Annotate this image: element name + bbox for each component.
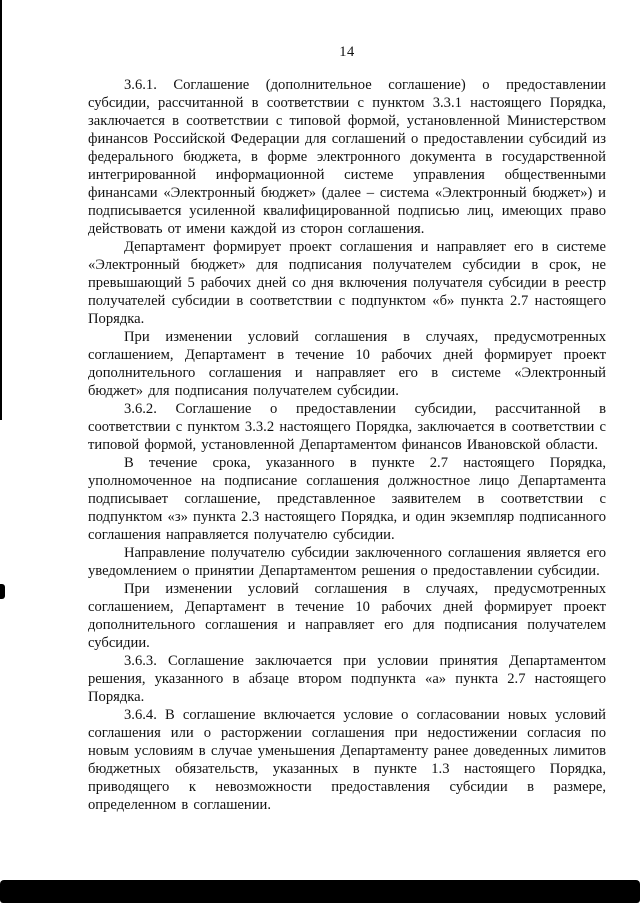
paragraph: Направление получателю субсидии заключенного соглашения является его уведомлением о принятии Департаментом решения о предоставлении субсидии. [88, 545, 606, 579]
document-body [88, 76, 606, 814]
paragraph-3-6-1: 3.6.1. Соглашение (дополнительное соглашение) о предоставлении субсидии, рассчитанной в соответствии с пунктом 3.3.1 настоящего Порядка, заключается в соответствии с типовой формой, установленной Министерством финансов Российской Федерации для соглашений о предоставлении субсидий из федерального бюджета, в форме электронного документа в государственной интегрированной информационной системе управления общественными финансами «Электронный бюджет» (далее – система «Электронный бюджет») и подписывается усиленной квалифицированной подписью лиц, имеющих право действовать от имени каждой из сторон соглашения. [88, 77, 606, 237]
paragraph: В течение срока, указанного в пункте 2.7 настоящего Порядка, уполномоченное на подписание соглашения должностное лицо Департамента подписывает соглашение, представленное заявителем в соответствии с подпунктом «з» пункта 2.3 настоящего Порядка, и один экземпляр подписанного соглашения направляется получателю субсидии. [88, 455, 606, 543]
paragraph: Департамент формирует проект соглашения и направляет его в системе «Электронный бюджет» для подписания получателем субсидии в срок, не превышающий 5 рабочих дней со дня включения получателя субсидии в реестр получателей субсидии в соответствии с подпунктом «б» пункта 2.7 настоящего Порядка. [88, 239, 606, 327]
paragraph-3-6-4: 3.6.4. В соглашение включается условие о согласовании новых условий соглашения или о расторжении соглашения при недостижении согласия по новым условиям в случае уменьшения Департаменту ранее доведенных лимитов бюджетных обязательств, указанных в пункте 1.3 настоящего Порядка, приводящего к невозможности предоставления субсидии в размере, определенном в соглашении. [88, 707, 606, 813]
paragraph-3-6-2: 3.6.2. Соглашение о предоставлении субсидии, рассчитанной в соответствии с пунктом 3.3.2 настоящего Порядка, заключается в соответствии с типовой формой, установленной Департаментом финансов Ивановской области. [88, 401, 606, 453]
scan-artifact-bottom-bar [0, 880, 640, 903]
scan-artifact-left-mark [0, 584, 5, 599]
page-number: 14 [339, 44, 355, 60]
paragraph: При изменении условий соглашения в случаях, предусмотренных соглашением, Департамент в течение 10 рабочих дней формирует проект дополнительного соглашения и направляет его в системе «Электронный бюджет» для подписания получателем субсидии. [88, 329, 606, 399]
paragraph: При изменении условий соглашения в случаях, предусмотренных соглашением, Департамент в течение 10 рабочих дней формирует проект дополнительного соглашения и направляет его для подписания получателем субсидии. [88, 581, 606, 651]
paragraph-3-6-3: 3.6.3. Соглашение заключается при условии принятия Департаментом решения, указанного в абзаце втором подпункта «а» пункта 2.7 настоящего Порядка. [88, 653, 606, 705]
scan-artifact-left-line [0, 0, 2, 420]
